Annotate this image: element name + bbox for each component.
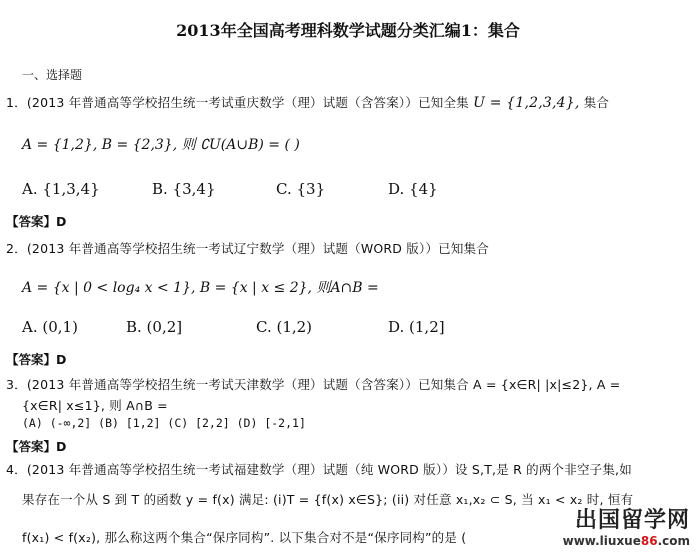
page-title: 2013年全国高考理科数学试题分类汇编1：集合	[176, 21, 520, 40]
question-3-stem: 3．(2013 年普通高等学校招生统一考试天津数学（理）试题（含答案））已知集合 A = {x∈R| |x|≤2}, A =	[6, 377, 621, 392]
question-2-option-c: C. (1,2)	[256, 318, 313, 336]
question-1-option-a: A. {1,3,4}	[22, 180, 100, 198]
watermark-brand: 出国留学网	[574, 508, 690, 533]
question-2-option-b: B. (0,2]	[126, 318, 183, 336]
question-2-condition: A = {x | 0 < log₄ x < 1}, B = {x | x ≤ 2}, 则A∩B =	[22, 280, 379, 296]
question-4-stem: 4．(2013 年普通高等学校招生统一考试福建数学（理）试题（纯 WORD 版））设 S,T,是 R 的两个非空子集,如	[6, 462, 632, 477]
question-4-condition-2: f(x₁) < f(x₂), 那么称这两个集合“保序同构”. 以下集合对不是“保序同构”的是 (	[22, 530, 467, 545]
question-1-answer: 【答案】D	[6, 214, 67, 229]
watermark-url: www.liuxue86.com	[562, 534, 690, 548]
question-2-option-d: D. (1,2]	[388, 318, 445, 336]
question-1-stem-math: U = {1,2,3,4},	[473, 95, 580, 111]
question-3-answer: 【答案】D	[6, 439, 67, 454]
question-1-stem-tail: 集合	[583, 95, 610, 110]
question-1-option-d: D. {4}	[388, 180, 438, 198]
question-1-stem-text: 1．(2013 年普通高等学校招生统一考试重庆数学（理）试题（含答案））已知全集	[6, 95, 469, 110]
watermark	[563, 503, 690, 548]
question-2-answer: 【答案】D	[6, 352, 67, 367]
section-heading: 一、选择题	[22, 68, 83, 82]
question-1-condition: A = {1,2}, B = {2,3}, 则 ∁U(A∪B) = ( )	[22, 137, 300, 153]
question-4-condition: 果存在一个从 S 到 T 的函数 y = f(x) 满足: (i)T = {f(x) x∈S}; (ii) 对任意 x₁,x₂ ⊂ S, 当 x₁ < x₂ 时, 恒有	[22, 492, 634, 507]
question-3-condition: {x∈R| x≤1}, 则 A∩B =	[22, 398, 168, 413]
question-1-option-b: B. {3,4}	[152, 180, 216, 198]
question-2-option-a: A. (0,1)	[22, 318, 78, 336]
question-1-option-c: C. {3}	[276, 180, 326, 198]
question-1-stem	[6, 93, 609, 111]
question-2-stem: 2．(2013 年普通高等学校招生统一考试辽宁数学（理）试题（WORD 版））已知集合	[6, 241, 489, 256]
question-3-options: (A) (-∞,2] (B) [1,2] (C) [2,2] (D) [-2,1]	[22, 416, 306, 430]
